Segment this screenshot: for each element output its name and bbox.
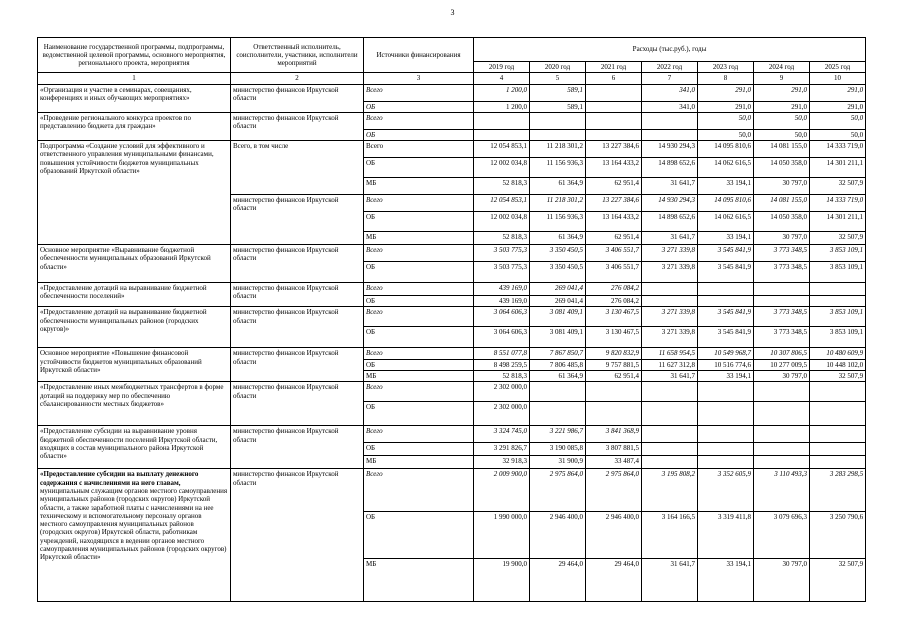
value-cell: 3 079 696,3	[754, 512, 810, 559]
value-cell: 341,0	[642, 84, 698, 101]
value-cell: 14 930 294,3	[642, 195, 698, 212]
value-cell	[754, 456, 810, 469]
value-cell: 14 898 652,6	[642, 212, 698, 232]
value-cell	[754, 402, 810, 426]
column-number: 5	[530, 73, 586, 84]
value-cell: 32 507,9	[810, 232, 866, 245]
value-cell: 13 227 384,6	[586, 195, 642, 212]
value-cell	[754, 426, 810, 443]
source-label: ОБ	[364, 359, 474, 370]
source-label: МБ	[364, 559, 474, 602]
value-cell: 62 951,4	[586, 178, 642, 195]
value-cell	[698, 402, 754, 426]
source-label: ОБ	[364, 402, 474, 426]
row-executor: министерство финансов Иркутской области	[231, 469, 364, 602]
value-cell	[698, 283, 754, 296]
value-cell	[698, 296, 754, 307]
value-cell: 12 002 034,8	[474, 158, 530, 178]
value-cell: 3 081 409,1	[530, 327, 586, 348]
value-cell	[698, 426, 754, 443]
value-cell	[754, 443, 810, 456]
value-cell	[642, 112, 698, 129]
value-cell: 61 364,9	[530, 178, 586, 195]
value-cell: 14 333 719,0	[810, 195, 866, 212]
value-cell: 3 110 493,3	[754, 469, 810, 512]
value-cell	[586, 84, 642, 101]
value-cell: 2 946 400,0	[586, 512, 642, 559]
value-cell: 3 283 298,5	[810, 469, 866, 512]
value-cell	[754, 382, 810, 402]
value-cell: 3 503 775,3	[474, 262, 530, 283]
value-cell: 10 480 609,9	[810, 348, 866, 359]
value-cell: 2 975 864,0	[530, 469, 586, 512]
value-cell: 3 406 551,7	[586, 262, 642, 283]
table-row	[38, 141, 866, 158]
value-cell: 11 156 936,3	[530, 158, 586, 178]
source-label: ОБ	[364, 101, 474, 112]
value-cell: 3 271 339,8	[642, 262, 698, 283]
value-cell	[810, 402, 866, 426]
value-cell: 30 797,0	[754, 232, 810, 245]
value-cell: 13 164 433,2	[586, 158, 642, 178]
row-executor: министерство финансов Иркутской области	[231, 84, 364, 112]
value-cell: 3 271 339,8	[642, 307, 698, 327]
source-label: ОБ	[364, 158, 474, 178]
value-cell: 52 818,3	[474, 371, 530, 382]
value-cell: 3 190 085,8	[530, 443, 586, 456]
value-cell	[530, 402, 586, 426]
source-label: Всего	[364, 307, 474, 327]
row-executor: министерство финансов Иркутской области	[231, 348, 364, 382]
value-cell: 14 095 810,6	[698, 141, 754, 158]
value-cell: 589,1	[530, 101, 586, 112]
value-cell: 31 900,9	[530, 456, 586, 469]
value-cell: 3 841 368,9	[586, 426, 642, 443]
table-row	[38, 84, 866, 101]
source-label: Всего	[364, 112, 474, 129]
value-cell: 3 352 605,9	[698, 469, 754, 512]
table-row	[38, 307, 866, 327]
column-number: 10	[810, 73, 866, 84]
value-cell: 14 062 616,5	[698, 212, 754, 232]
header-expenses: Расходы (тыс.руб.), годы	[474, 38, 866, 62]
value-cell: 50,0	[698, 129, 754, 140]
source-label: Всего	[364, 469, 474, 512]
year-header: 2025 год	[810, 62, 866, 73]
value-cell: 291,0	[810, 84, 866, 101]
value-cell	[642, 296, 698, 307]
value-cell	[698, 382, 754, 402]
value-cell: 14 050 358,0	[754, 158, 810, 178]
value-cell: 276 084,2	[586, 283, 642, 296]
year-header: 2023 год	[698, 62, 754, 73]
source-label: МБ	[364, 178, 474, 195]
value-cell: 14 095 810,6	[698, 195, 754, 212]
value-cell: 11 627 312,8	[642, 359, 698, 370]
value-cell: 3 503 775,3	[474, 245, 530, 262]
source-label: Всего	[364, 84, 474, 101]
value-cell: 3 773 348,5	[754, 245, 810, 262]
table-row	[38, 469, 866, 512]
value-cell: 3 807 881,5	[586, 443, 642, 456]
source-label: Всего	[364, 348, 474, 359]
source-label: Всего	[364, 195, 474, 212]
source-label: ОБ	[364, 129, 474, 140]
column-number: 8	[698, 73, 754, 84]
value-cell: 269 041,4	[530, 296, 586, 307]
value-cell: 3 324 745,0	[474, 426, 530, 443]
table-row	[38, 283, 866, 296]
value-cell: 3 773 348,5	[754, 327, 810, 348]
value-cell: 10 516 774,6	[698, 359, 754, 370]
year-header: 2019 год	[474, 62, 530, 73]
source-label: ОБ	[364, 512, 474, 559]
year-header: 2020 год	[530, 62, 586, 73]
value-cell: 2 302 000,0	[474, 402, 530, 426]
value-cell	[698, 456, 754, 469]
value-cell	[474, 129, 530, 140]
value-cell: 33 194,1	[698, 178, 754, 195]
row-name: «Предоставление дотаций на выравнивание бюджетной обеспеченности муниципальных районов (городских округов)»	[38, 307, 231, 348]
value-cell: 291,0	[698, 101, 754, 112]
value-cell: 61 364,9	[530, 232, 586, 245]
source-label: Всего	[364, 283, 474, 296]
value-cell: 9 757 881,5	[586, 359, 642, 370]
value-cell	[530, 112, 586, 129]
value-cell	[810, 426, 866, 443]
value-cell: 3 064 606,3	[474, 327, 530, 348]
row-executor: министерство финансов Иркутской области	[231, 307, 364, 348]
source-label: МБ	[364, 232, 474, 245]
value-cell: 19 900,0	[474, 559, 530, 602]
header-name: Наименование государственной программы, подпрограммы, ведомственной целевой программы, основного мероприятия, регионального проекта, мероприятия	[38, 38, 231, 73]
source-label: ОБ	[364, 262, 474, 283]
value-cell: 3 319 411,8	[698, 512, 754, 559]
value-cell: 3 853 109,1	[810, 262, 866, 283]
value-cell: 11 218 301,2	[530, 141, 586, 158]
value-cell: 3 350 450,5	[530, 245, 586, 262]
header-source: Источники финансирования	[364, 38, 474, 73]
value-cell	[642, 283, 698, 296]
value-cell: 291,0	[754, 84, 810, 101]
value-cell: 3 130 467,5	[586, 307, 642, 327]
value-cell: 14 062 616,5	[698, 158, 754, 178]
column-number: 7	[642, 73, 698, 84]
value-cell: 10 448 102,0	[810, 359, 866, 370]
source-label: ОБ	[364, 296, 474, 307]
value-cell	[810, 382, 866, 402]
value-cell	[586, 112, 642, 129]
value-cell: 1 200,0	[474, 101, 530, 112]
value-cell: 31 641,7	[642, 371, 698, 382]
value-cell	[754, 296, 810, 307]
column-number: 4	[474, 73, 530, 84]
value-cell: 50,0	[810, 112, 866, 129]
value-cell	[642, 426, 698, 443]
value-cell	[642, 456, 698, 469]
table-row	[38, 112, 866, 129]
row-executor: министерство финансов Иркутской области	[231, 112, 364, 140]
row-executor: министерство финансов Иркутской области	[231, 195, 364, 245]
value-cell	[810, 296, 866, 307]
value-cell: 3 221 986,7	[530, 426, 586, 443]
source-label: Всего	[364, 426, 474, 443]
value-cell	[586, 101, 642, 112]
value-cell: 62 951,4	[586, 232, 642, 245]
source-label: МБ	[364, 371, 474, 382]
column-number: 3	[364, 73, 474, 84]
value-cell	[530, 382, 586, 402]
value-cell	[474, 112, 530, 129]
value-cell: 7 806 485,8	[530, 359, 586, 370]
financing-table	[37, 37, 866, 602]
value-cell: 11 156 936,3	[530, 212, 586, 232]
value-cell: 14 333 719,0	[810, 141, 866, 158]
value-cell: 14 301 211,1	[810, 158, 866, 178]
value-cell: 269 041,4	[530, 283, 586, 296]
value-cell: 50,0	[810, 129, 866, 140]
row-executor: министерство финансов Иркутской области	[231, 426, 364, 469]
column-number: 1	[38, 73, 231, 84]
value-cell: 2 009 900,0	[474, 469, 530, 512]
value-cell	[754, 283, 810, 296]
value-cell: 50,0	[698, 112, 754, 129]
value-cell: 32 507,9	[810, 559, 866, 602]
value-cell: 439 169,0	[474, 283, 530, 296]
value-cell: 3 291 826,7	[474, 443, 530, 456]
source-label: МБ	[364, 456, 474, 469]
column-number: 2	[231, 73, 364, 84]
row-name: Подпрограмма «Создание условий для эффективного и ответственного управления муниципальными финансами, повышения устойчивости бюджетов муниципальных образований Иркутской области»	[38, 141, 231, 245]
value-cell: 10 549 968,7	[698, 348, 754, 359]
value-cell: 30 797,0	[754, 559, 810, 602]
value-cell: 3 271 339,8	[642, 327, 698, 348]
row-executor: министерство финансов Иркутской области	[231, 382, 364, 426]
value-cell: 33 487,4	[586, 456, 642, 469]
value-cell: 29 464,0	[530, 559, 586, 602]
value-cell: 3 545 841,9	[698, 327, 754, 348]
value-cell: 13 164 433,2	[586, 212, 642, 232]
page-number: 3	[450, 8, 455, 17]
value-cell: 52 818,3	[474, 232, 530, 245]
source-label: Всего	[364, 245, 474, 262]
value-cell: 3 350 450,5	[530, 262, 586, 283]
value-cell: 8 498 259,5	[474, 359, 530, 370]
value-cell: 3 130 467,5	[586, 327, 642, 348]
value-cell	[586, 382, 642, 402]
value-cell: 3 250 790,6	[810, 512, 866, 559]
value-cell: 1 990 000,0	[474, 512, 530, 559]
value-cell: 2 302 000,0	[474, 382, 530, 402]
value-cell: 3 545 841,9	[698, 262, 754, 283]
row-name: Основное мероприятие «Повышение финансовой устойчивости бюджетов муниципальных образований Иркутской области»	[38, 348, 231, 382]
value-cell: 3 773 348,5	[754, 307, 810, 327]
value-cell: 11 658 954,5	[642, 348, 698, 359]
source-label: ОБ	[364, 443, 474, 456]
value-cell	[530, 129, 586, 140]
value-cell: 589,1	[530, 84, 586, 101]
value-cell: 32 507,9	[810, 178, 866, 195]
row-executor: Всего, в том числе	[231, 141, 364, 195]
value-cell: 30 797,0	[754, 371, 810, 382]
value-cell: 14 301 211,1	[810, 212, 866, 232]
value-cell: 3 773 348,5	[754, 262, 810, 283]
value-cell: 31 641,7	[642, 178, 698, 195]
row-executor: министерство финансов Иркутской области	[231, 283, 364, 307]
value-cell: 3 853 109,1	[810, 245, 866, 262]
year-header: 2022 год	[642, 62, 698, 73]
value-cell: 3 271 339,8	[642, 245, 698, 262]
value-cell: 3 545 841,9	[698, 307, 754, 327]
value-cell: 276 084,2	[586, 296, 642, 307]
source-label: Всего	[364, 382, 474, 402]
value-cell: 32 918,3	[474, 456, 530, 469]
value-cell: 9 820 832,9	[586, 348, 642, 359]
value-cell: 30 797,0	[754, 178, 810, 195]
value-cell: 3 195 808,2	[642, 469, 698, 512]
value-cell: 31 641,7	[642, 559, 698, 602]
value-cell: 50,0	[754, 112, 810, 129]
source-label: ОБ	[364, 327, 474, 348]
value-cell: 33 194,1	[698, 559, 754, 602]
header-executor: Ответственный исполнитель, соисполнители, участники, исполнители мероприятий	[231, 38, 364, 73]
value-cell: 61 364,9	[530, 371, 586, 382]
value-cell: 341,0	[642, 101, 698, 112]
value-cell: 3 545 841,9	[698, 245, 754, 262]
row-name-bold: «Предоставление субсидии на выплату денежного содержания с начислениями на него главам,	[40, 470, 199, 487]
value-cell: 3 081 409,1	[530, 307, 586, 327]
year-header: 2024 год	[754, 62, 810, 73]
value-cell: 14 898 652,6	[642, 158, 698, 178]
value-cell: 8 551 077,8	[474, 348, 530, 359]
value-cell: 12 054 853,1	[474, 195, 530, 212]
value-cell: 439 169,0	[474, 296, 530, 307]
value-cell	[810, 283, 866, 296]
source-label: ОБ	[364, 212, 474, 232]
value-cell: 14 050 358,0	[754, 212, 810, 232]
value-cell: 10 307 806,5	[754, 348, 810, 359]
year-header: 2021 год	[586, 62, 642, 73]
value-cell	[586, 129, 642, 140]
value-cell: 2 975 864,0	[586, 469, 642, 512]
value-cell	[642, 402, 698, 426]
value-cell	[810, 443, 866, 456]
table-row	[38, 245, 866, 262]
column-number: 9	[754, 73, 810, 84]
value-cell: 3 406 551,7	[586, 245, 642, 262]
value-cell: 33 194,1	[698, 232, 754, 245]
value-cell	[642, 443, 698, 456]
row-name: «Предоставление субсидии на выравнивание уровня бюджетной обеспеченности поселений Иркутской области, входящих в состав муниципального района Иркутской области»	[38, 426, 231, 469]
value-cell: 12 002 034,8	[474, 212, 530, 232]
value-cell	[586, 402, 642, 426]
row-name-rest: муниципальным служащим органов местного самоуправления муниципальных районов (городских округов) Иркутской области, а также заработной платы с начислениями на нее техническому и вспомогательному персоналу органов местного самоуправления муниципальных районов (городских округов) Иркутской области, работникам учреждений, находящихся в ведении органов местного самоуправления муниципальных районов (городских округов) Иркутской области»	[40, 486, 228, 562]
value-cell: 3 853 109,1	[810, 327, 866, 348]
value-cell: 291,0	[810, 101, 866, 112]
value-cell: 291,0	[698, 84, 754, 101]
value-cell: 14 930 294,3	[642, 141, 698, 158]
source-label: Всего	[364, 141, 474, 158]
value-cell: 3 853 109,1	[810, 307, 866, 327]
value-cell: 3 164 166,5	[642, 512, 698, 559]
row-name: «Проведение регионального конкурса проектов по представлению бюджета для граждан»	[38, 112, 231, 140]
value-cell: 31 641,7	[642, 232, 698, 245]
value-cell	[698, 443, 754, 456]
value-cell: 14 081 155,0	[754, 141, 810, 158]
value-cell: 62 951,4	[586, 371, 642, 382]
value-cell: 50,0	[754, 129, 810, 140]
value-cell	[642, 382, 698, 402]
row-name: «Организация и участие в семинарах, совещаниях, конференциях и иных обучающих мероприятиях»	[38, 84, 231, 112]
value-cell: 2 946 400,0	[530, 512, 586, 559]
value-cell: 29 464,0	[586, 559, 642, 602]
table-row	[38, 426, 866, 443]
value-cell: 52 818,3	[474, 178, 530, 195]
row-executor: министерство финансов Иркутской области	[231, 245, 364, 283]
value-cell	[810, 456, 866, 469]
column-number: 6	[586, 73, 642, 84]
value-cell: 32 507,9	[810, 371, 866, 382]
row-name	[38, 469, 231, 602]
row-name: «Предоставление иных межбюджетных трансфертов в форме дотаций на поддержку мер по обеспечению сбалансированности местных бюджетов»	[38, 382, 231, 426]
value-cell: 11 218 301,2	[530, 195, 586, 212]
value-cell: 12 054 853,1	[474, 141, 530, 158]
value-cell: 1 200,0	[474, 84, 530, 101]
row-name: Основное мероприятие «Выравнивание бюджетной обеспеченности муниципальных образований Иркутской области»	[38, 245, 231, 283]
value-cell: 13 227 384,6	[586, 141, 642, 158]
row-name: «Предоставление дотаций на выравнивание бюджетной обеспеченности поселений»	[38, 283, 231, 307]
value-cell: 10 277 009,5	[754, 359, 810, 370]
value-cell: 33 194,1	[698, 371, 754, 382]
value-cell: 291,0	[754, 101, 810, 112]
value-cell	[642, 129, 698, 140]
value-cell: 14 081 155,0	[754, 195, 810, 212]
value-cell: 3 064 606,3	[474, 307, 530, 327]
value-cell: 7 867 850,7	[530, 348, 586, 359]
table-row	[38, 382, 866, 402]
table-row	[38, 348, 866, 359]
